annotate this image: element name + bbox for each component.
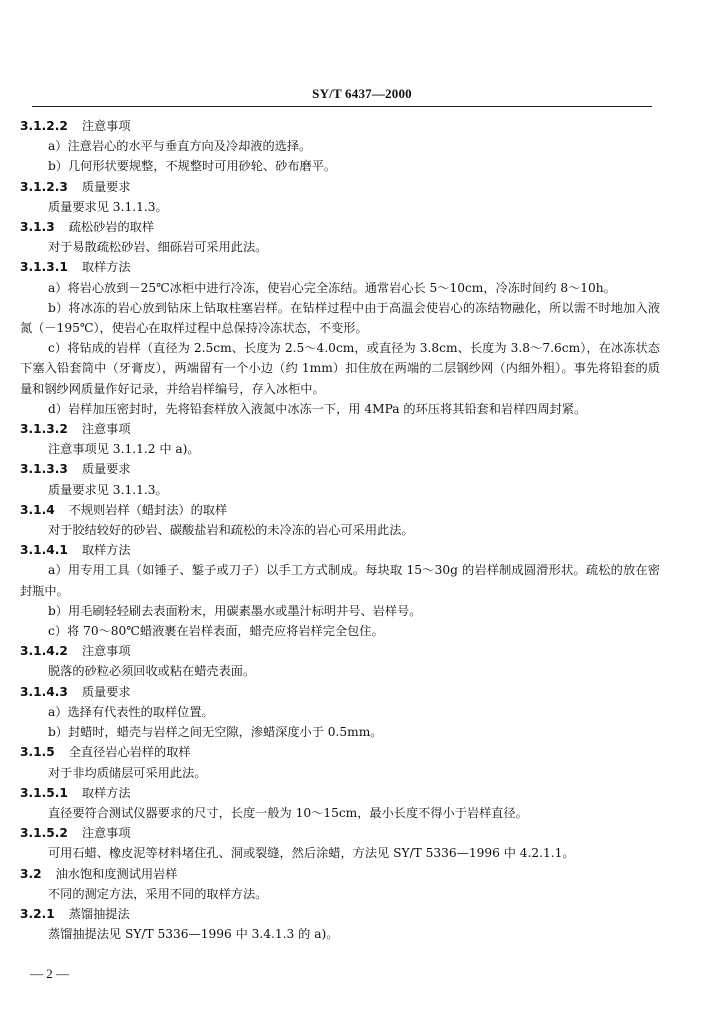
section-heading xyxy=(20,823,660,843)
section-heading xyxy=(20,177,660,197)
section-heading xyxy=(20,217,660,237)
section-number: 3.1.5.2 xyxy=(20,826,68,841)
section-number: 3.1.5 xyxy=(20,745,55,760)
paragraph-text: a）选择有代表性的取样位置。 xyxy=(48,704,214,719)
paragraph xyxy=(20,439,660,459)
section-title: 油水饱和度测试用岩样 xyxy=(55,866,178,881)
paragraph-text: a）用专用工具（如锤子、錾子或刀子）以手工方式制成。每块取 15～30g 的岩样制成圆滑形状。疏松的放在密封瓶中。 xyxy=(20,563,660,598)
section-heading xyxy=(20,419,660,439)
paragraph-text: 脱落的砂粒必须回收或粘在蜡壳表面。 xyxy=(48,664,256,679)
paragraph xyxy=(20,136,660,156)
section-title: 取样方法 xyxy=(81,785,131,800)
paragraph-text: 质量要求见 3.1.1.3。 xyxy=(48,199,168,214)
paragraph xyxy=(20,722,660,742)
paragraph xyxy=(20,884,660,904)
section-title: 注意事项 xyxy=(81,119,131,133)
standard-number-header: SY/T 6437—2000 xyxy=(312,86,412,101)
section-heading xyxy=(20,540,660,560)
section-heading xyxy=(20,682,660,702)
paragraph-text: b）几何形状要规整，不规整时可用砂轮、砂布磨平。 xyxy=(48,159,337,174)
section-number: 3.1.4.2 xyxy=(20,644,68,659)
paragraph xyxy=(20,803,660,823)
section-heading xyxy=(20,904,660,924)
section-heading xyxy=(20,742,660,762)
paragraph-text: 对于非均质储层可采用此法。 xyxy=(48,765,207,780)
paragraph xyxy=(20,702,660,722)
paragraph-text: 不同的测定方法，采用不同的取样方法。 xyxy=(48,886,268,901)
header-divider xyxy=(32,106,652,107)
paragraph xyxy=(20,924,660,944)
section-title: 注意事项 xyxy=(81,644,131,659)
paragraph-text: a）将岩心放到－25℃冰柜中进行冷冻，使岩心完全冻结。通常岩心长 5～10cm，冷冻时间约 8～10h。 xyxy=(48,280,616,295)
paragraph-text: 蒸馏抽提法见 SY/T 5336—1996 中 3.4.1.3 的 a)。 xyxy=(48,927,339,942)
section-number: 3.2.1 xyxy=(20,906,55,921)
paragraph xyxy=(20,338,660,399)
section-heading xyxy=(20,459,660,479)
section-title: 取样方法 xyxy=(81,260,131,275)
paragraph xyxy=(20,480,660,500)
paragraph xyxy=(20,237,660,257)
section-number: 3.2 xyxy=(20,866,42,881)
section-title: 疏松砂岩的取样 xyxy=(68,220,155,235)
paragraph xyxy=(20,560,660,600)
section-heading xyxy=(20,641,660,661)
paragraph xyxy=(20,520,660,540)
section-number: 3.1.5.1 xyxy=(20,785,68,800)
section-title: 取样方法 xyxy=(81,543,131,558)
paragraph-text: 可用石蜡、橡皮泥等材料堵住孔、洞或裂缝，然后涂蜡，方法见 SY/T 5336—1996 中 4.2.1.1。 xyxy=(48,846,575,861)
paragraph xyxy=(20,156,660,176)
document-body xyxy=(20,116,660,944)
section-heading xyxy=(20,783,660,803)
section-title: 不规则岩样（蜡封法）的取样 xyxy=(68,502,228,517)
page-number: — 2 — xyxy=(30,966,69,981)
section-heading xyxy=(20,116,660,136)
paragraph-text: c）将 70～80℃蜡液裹在岩样表面，蜡壳应将岩样完全包住。 xyxy=(48,624,384,639)
paragraph-text: 注意事项见 3.1.1.2 中 a)。 xyxy=(48,442,200,457)
paragraph-text: 直径要符合测试仪器要求的尺寸，长度一般为 10～15cm，最小长度不得小于岩样直径。 xyxy=(48,805,528,820)
section-heading xyxy=(20,500,660,520)
section-title: 蒸馏抽提法 xyxy=(68,906,130,921)
section-number: 3.1.4.1 xyxy=(20,543,68,558)
section-number: 3.1.3.2 xyxy=(20,422,68,437)
section-number: 3.1.3.3 xyxy=(20,462,68,477)
section-number: 3.1.3 xyxy=(20,220,55,235)
section-title: 全直径岩心岩样的取样 xyxy=(68,745,191,760)
paragraph-text: 对于胶结较好的砂岩、碳酸盐岩和疏松的未冷冻的岩心可采用此法。 xyxy=(48,523,414,538)
paragraph-text: a）注意岩心的水平与垂直方向及冷却液的选择。 xyxy=(48,139,312,154)
paragraph xyxy=(20,298,660,338)
paragraph xyxy=(20,601,660,621)
paragraph xyxy=(20,197,660,217)
paragraph-text: b）将冰冻的岩心放到钻床上钻取柱塞岩样。在钻样过程中由于高温会使岩心的冻结物融化，所以需不时地加入液氮（－195℃），使岩心在取样过程中总保持冷冻状态，不变形。 xyxy=(20,300,660,336)
paragraph xyxy=(20,278,660,298)
section-number: 3.1.4 xyxy=(20,502,55,517)
paragraph-text: 对于易散疏松砂岩、细砾岩可采用此法。 xyxy=(48,240,268,255)
paragraph-text: b）用毛刷轻轻刷去表面粉末，用碳素墨水或墨汁标明井号、岩样号。 xyxy=(48,603,422,618)
paragraph-text: c）将钻成的岩样（直径为 2.5cm、长度为 2.5～4.0cm，或直径为 3.8cm、长度为 3.8～7.6cm），在冰冻状态下塞入铅套筒中（牙膏皮），两端留有一个小边（约 1mm）扣住放在两端的二层钢纱网（内细外粗）。事先将铅套的质量和钢纱网质量作好记录，并给岩样编号，存入冰柜中。 xyxy=(20,341,660,396)
paragraph-text: d）岩样加压密封时，先将铅套样放入液氮中冰冻一下，用 4MPa 的环压将其铅套和岩样四周封紧。 xyxy=(48,401,587,416)
section-title: 注意事项 xyxy=(81,422,131,437)
paragraph xyxy=(20,843,660,863)
paragraph xyxy=(20,661,660,681)
section-number: 3.1.2.3 xyxy=(20,179,68,194)
section-title: 质量要求 xyxy=(81,179,131,194)
paragraph xyxy=(20,621,660,641)
section-title: 质量要求 xyxy=(81,462,131,477)
paragraph-text: b）封蜡时，蜡壳与岩样之间无空隙，渗蜡深度小于 0.5mm。 xyxy=(48,725,383,740)
section-number: 3.1.4.3 xyxy=(20,684,68,699)
paragraph xyxy=(20,763,660,783)
section-heading xyxy=(20,864,660,884)
section-title: 注意事项 xyxy=(81,826,131,841)
section-number: 3.1.2.2 xyxy=(20,119,68,133)
section-number: 3.1.3.1 xyxy=(20,260,68,275)
section-title: 质量要求 xyxy=(81,684,131,699)
section-heading xyxy=(20,257,660,277)
paragraph xyxy=(20,399,660,419)
paragraph-text: 质量要求见 3.1.1.3。 xyxy=(48,482,168,497)
